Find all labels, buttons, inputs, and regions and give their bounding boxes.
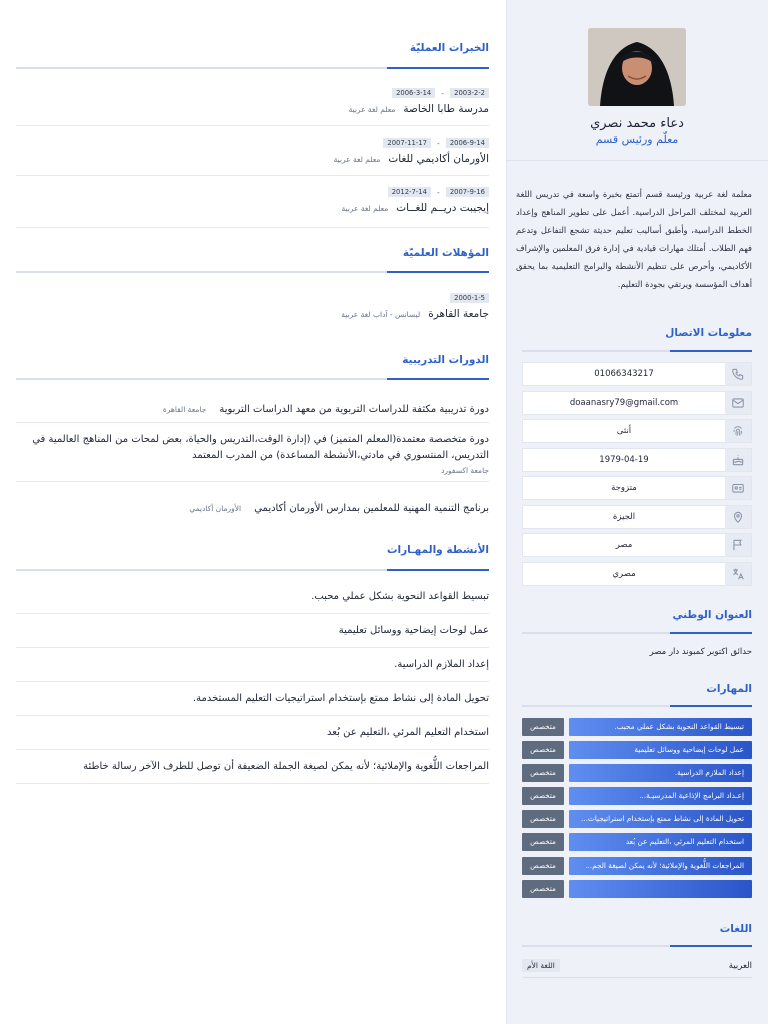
contact-phone [522,362,752,386]
skill-name [569,880,752,898]
skill-item [522,833,752,851]
languages-heading-underline [522,945,752,947]
contact-marital-status-value: متزوجة [611,483,637,493]
activity-item: عمل لوحات إيضاحية ووسائل تعليمية [16,614,489,648]
contact-heading-underline [522,350,752,352]
course-item [16,397,489,423]
profile-summary: معلمة لغة عربية ورئيسة قسم أتمتع بخبرة واسعة في تدريس اللغة العربية لمختلف المراحل الدراسية. أعمل على تطوير المناهج وإعداد الخطط الدراسية، وأطبق أساليب تعليم حديثة تشجع التفاعل وتدعم فهم الطلاب. أمتلك مهارات قيادية في إدارة فرق المعلمين والإشراف الأكاديمي، وأحرص على تنظيم الأنشطة والبرامج التعليمية بما يحقق أهداف المؤسسة ويرتقي بجودة التعليم. [516,189,752,289]
skill-item [522,857,752,875]
education-dates [16,292,489,304]
experience-company: مدرسة طابا الخاصة [403,103,489,115]
date-separator: - [436,187,440,197]
map-pin-icon [725,506,751,528]
courses-heading-underline [16,378,489,380]
profile-title: معلّم ورئيس قسم [595,133,679,146]
skill-item [522,718,752,736]
address-heading: العنوان الوطني [672,609,752,621]
course-institution: الأورمان أكاديمي [189,504,242,513]
contact-email [522,391,752,415]
skill-item [522,787,752,805]
sidebar [506,0,768,1024]
experience-role: معلم لغة عربية [348,105,396,114]
education-institution: جامعة القاهرة [428,308,489,320]
contact-gender [522,419,752,443]
experience-company: الأورمان أكاديمي للغات [388,153,489,165]
profile-photo [588,28,686,106]
contact-nationality [522,562,752,586]
course-item [16,432,489,482]
languages-heading: اللغات [719,923,752,935]
education-heading: المؤهلات العلميّة [402,247,489,259]
experience-company: إيجيبت دريــم للغــات [396,202,489,214]
date-end-badge: 2006-3-14 [392,88,435,98]
activities-heading-underline [16,569,489,571]
contact-birthdate-value: 1979-04-19 [599,454,649,465]
date-separator: - [441,88,445,98]
contact-list [522,362,752,590]
skill-level-badge: متخصص [522,810,564,828]
address-value: حدائق اكتوبر كمبوند دار مصر [649,647,752,657]
education-degree: ليسانس - آداب لغة عربية [341,310,421,319]
contact-city-value: الجيزة [612,511,636,522]
skill-name: إعداد الملازم الدراسية. [569,764,752,782]
experience-role: معلم لغة عربية [341,204,389,213]
date-badge: 2000-1-5 [450,293,489,303]
skill-name: تحويل المادة إلى نشاط ممتع بإستخدام استراتيجيات... [569,810,752,828]
course-title: دورة تدريبية مكثفة للدراسات التربوية من معهد الدراسات التربوية [219,404,489,415]
date-start-badge: 2007-9-16 [446,187,489,197]
activity-item: المراجعات اللُّغوية والإملائية؛ لأنه يمكن لصيغة الجملة الضعيفة أن توصل للطرف الآخر رسالة خاطئة [16,750,489,784]
skill-level-badge: متخصص [522,880,564,898]
translate-icon [725,563,751,585]
date-end-badge: 2012-7-14 [388,187,431,197]
date-start-badge: 2003-2-2 [450,88,489,98]
experience-dates [16,137,489,149]
experience-role: معلم لغة عربية [333,155,381,164]
education-heading-underline [16,271,489,273]
activity-item: استخدام التعليم المرئي ،التعليم عن بُعد [16,716,489,750]
skill-item [522,764,752,782]
course-title: دورة متخصصة معتمدة(المعلم المتميز) في (إدارة الوقت،التدريس والحياة، بعض لمحات من المناهج العالمية في التدريس، المنتسوري في مادتي،الأنشطة المساعدة) من المدرب المعتمد [32,434,489,461]
activity-item: تحويل المادة إلى نشاط ممتع بإستخدام استراتيجيات التعليم المستخدمة. [16,682,489,716]
birthday-cake-icon [725,449,751,471]
course-item [16,496,489,524]
contact-nationality-value: مصري [612,568,636,579]
experience-item [16,186,489,228]
skill-name: استخدام التعليم المرئي ،التعليم عن بُعد [569,833,752,851]
experience-item [16,87,489,126]
contact-marital-status [522,476,752,500]
activities-heading: الأنشطة والمهـارات [386,544,489,556]
experience-heading-underline [16,67,489,69]
id-card-icon [725,477,751,499]
skill-name: عمل لوحات إيضاحية ووسائل تعليمية [569,741,752,759]
flag-icon [725,534,751,556]
skill-item [522,880,752,898]
course-title: برنامج التنمية المهنية للمعلمين بمدارس الأورمان أكاديمي [254,503,489,514]
experience-dates [16,186,489,198]
contact-heading: معلومات الاتصال [665,327,752,339]
activity-item: تبسيط القواعد النحوية بشكل عملي محبب. [16,580,489,614]
skill-level-badge: متخصص [522,764,564,782]
contact-city [522,505,752,529]
course-institution: جامعة اكسفورد [441,466,489,475]
language-item [522,958,752,978]
skill-level-badge: متخصص [522,857,564,875]
contact-country [522,533,752,557]
language-name: العربية [728,960,752,971]
skill-name: تبسيط القواعد النحوية بشكل عملي محبب. [569,718,752,736]
contact-phone-value: 01066343217 [594,369,654,379]
skill-item [522,810,752,828]
experience-item [16,137,489,176]
contact-email-value: doaanasry79@gmail.com [569,397,679,408]
date-start-badge: 2006-9-14 [446,138,489,148]
skills-heading-underline [522,705,752,707]
contact-gender-value: أنثى [616,426,632,436]
skills-heading: المهارات [706,683,752,695]
language-level-badge: اللغة الأم [522,959,560,972]
courses-heading: الدورات التدريبية [402,354,489,366]
skill-name: المراجعات اللُّغوية والإملائية؛ لأنه يمكن لصيغة الجم... [569,857,752,875]
phone-icon [725,363,751,385]
sidebar-divider [506,160,768,161]
skill-level-badge: متخصص [522,741,564,759]
skill-item [522,741,752,759]
profile-name: دعاء محمد نصري [590,116,684,131]
skill-name: إعـداد البرامج الإذاعية المدرسيـة... [569,787,752,805]
skill-level-badge: متخصص [522,833,564,851]
experience-dates [16,87,489,99]
skills-list [522,718,752,903]
skill-level-badge: متخصص [522,787,564,805]
date-separator: - [436,138,440,148]
address-heading-underline [522,632,752,634]
email-icon [725,392,751,414]
activity-item: إعداد الملازم الدراسية. [16,648,489,682]
course-institution: جامعة القاهرة [162,405,207,414]
experience-heading: الخبرات العمليّة [409,42,489,54]
skill-level-badge: متخصص [522,718,564,736]
date-end-badge: 2007-11-17 [383,138,431,148]
fingerprint-icon [725,420,751,442]
contact-country-value: مصر [615,540,633,550]
education-item [16,292,489,334]
contact-birthdate [522,448,752,472]
